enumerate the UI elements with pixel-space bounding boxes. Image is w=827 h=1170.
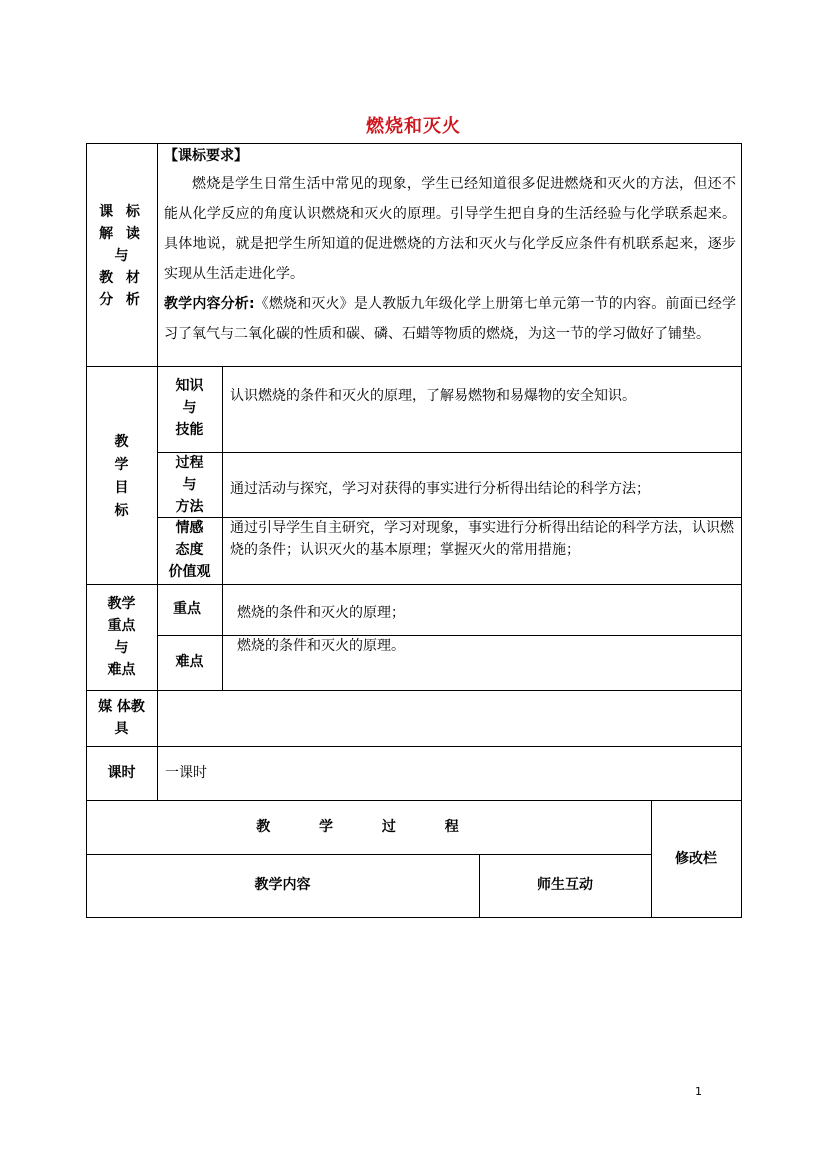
- key-point-text: 燃烧的条件和灭火的原理；: [237, 605, 405, 621]
- process-label: [157, 452, 222, 518]
- analysis-text: 《燃烧和灭火》是人教版九年级化学上册第七单元第一节的内容。前面已经学习了氧气与二氧化碳的性质和碳、磷、石蜡等物质的燃烧，为这一节的学习做好了铺垫。: [164, 296, 736, 342]
- analysis-paragraph: [164, 289, 736, 349]
- hours-value: 一课时: [165, 765, 207, 781]
- curriculum-label-line: 教 材: [99, 270, 144, 286]
- content-column-label: 教学内容: [254, 877, 311, 893]
- page-number: 1: [695, 1085, 702, 1098]
- difficult-point-text: 燃烧的条件和灭火的原理。: [237, 638, 405, 654]
- emotion-label-line: 情感: [175, 520, 204, 536]
- focus-label: [86, 593, 157, 681]
- emotion-label-line: 价值观: [168, 564, 211, 580]
- goals-label-line: 教: [114, 434, 129, 450]
- focus-label-line: 教学: [107, 596, 136, 612]
- knowledge-label-line: 与: [182, 400, 197, 416]
- process-header: 教 学 过 程: [256, 819, 481, 835]
- focus-label-line: 与: [114, 640, 129, 656]
- focus-label-line: 重点: [107, 618, 136, 634]
- media-label-line: 媒 体教: [98, 699, 145, 715]
- curriculum-label-line: 分 析: [99, 292, 144, 308]
- process-label-line: 与: [182, 477, 197, 493]
- knowledge-label-line: 知识: [175, 378, 204, 394]
- requirement-heading: 【课标要求】: [164, 148, 248, 164]
- goals-label-line: 学: [114, 457, 129, 473]
- emotion-label-line: 态度: [175, 542, 204, 558]
- emotion-label: [157, 517, 222, 583]
- difficult-point-label: 难点: [175, 654, 204, 670]
- process-label-line: 方法: [175, 499, 204, 515]
- curriculum-label-line: 与: [114, 248, 129, 264]
- hours-label: 课时: [107, 765, 136, 781]
- media-label: [86, 696, 157, 740]
- key-point-label: 重点: [173, 601, 201, 617]
- analysis-heading: 教学内容分析:: [164, 296, 255, 312]
- curriculum-label-line: 课 标: [99, 204, 144, 220]
- process-label-line: 过程: [175, 455, 204, 471]
- media-label-line: 具: [114, 721, 129, 737]
- knowledge-text: 认识燃烧的条件和灭火的原理，了解易燃物和易爆物的安全知识。: [230, 388, 636, 404]
- interaction-column-label: 师生互动: [537, 877, 593, 893]
- curriculum-label: [86, 201, 157, 311]
- requirement-text: 燃烧是学生日常生活中常见的现象，学生已经知道很多促进燃烧和灭火的方法，但还不能从化学反应的角度认识燃烧和灭火的原理。引导学生把自身的生活经验与化学联系起来。具体地说，就是把学生所知道的促进燃烧的方法和灭火与化学反应条件有机联系起来，逐步实现从生活走进化学。: [164, 176, 736, 282]
- knowledge-label: [157, 375, 222, 441]
- goals-label: [86, 431, 157, 523]
- emotion-text: 通过引导学生自主研究，学习对现象，事实进行分析得出结论的科学方法，认识燃烧的条件；认识灭火的基本原理；掌握灭火的常用措施；: [230, 520, 734, 558]
- process-text: 通过活动与探究，学习对获得的事实进行分析得出结论的科学方法；: [230, 481, 650, 497]
- curriculum-content: [164, 145, 736, 349]
- goals-label-line: 目: [114, 480, 129, 496]
- revision-column-label: 修改栏: [675, 851, 717, 867]
- curriculum-label-line: 解 读: [99, 226, 144, 242]
- knowledge-label-line: 技能: [175, 422, 204, 438]
- focus-label-line: 难点: [107, 662, 136, 678]
- goals-label-line: 标: [114, 503, 129, 519]
- document-title: 燃烧和灭火: [366, 116, 461, 137]
